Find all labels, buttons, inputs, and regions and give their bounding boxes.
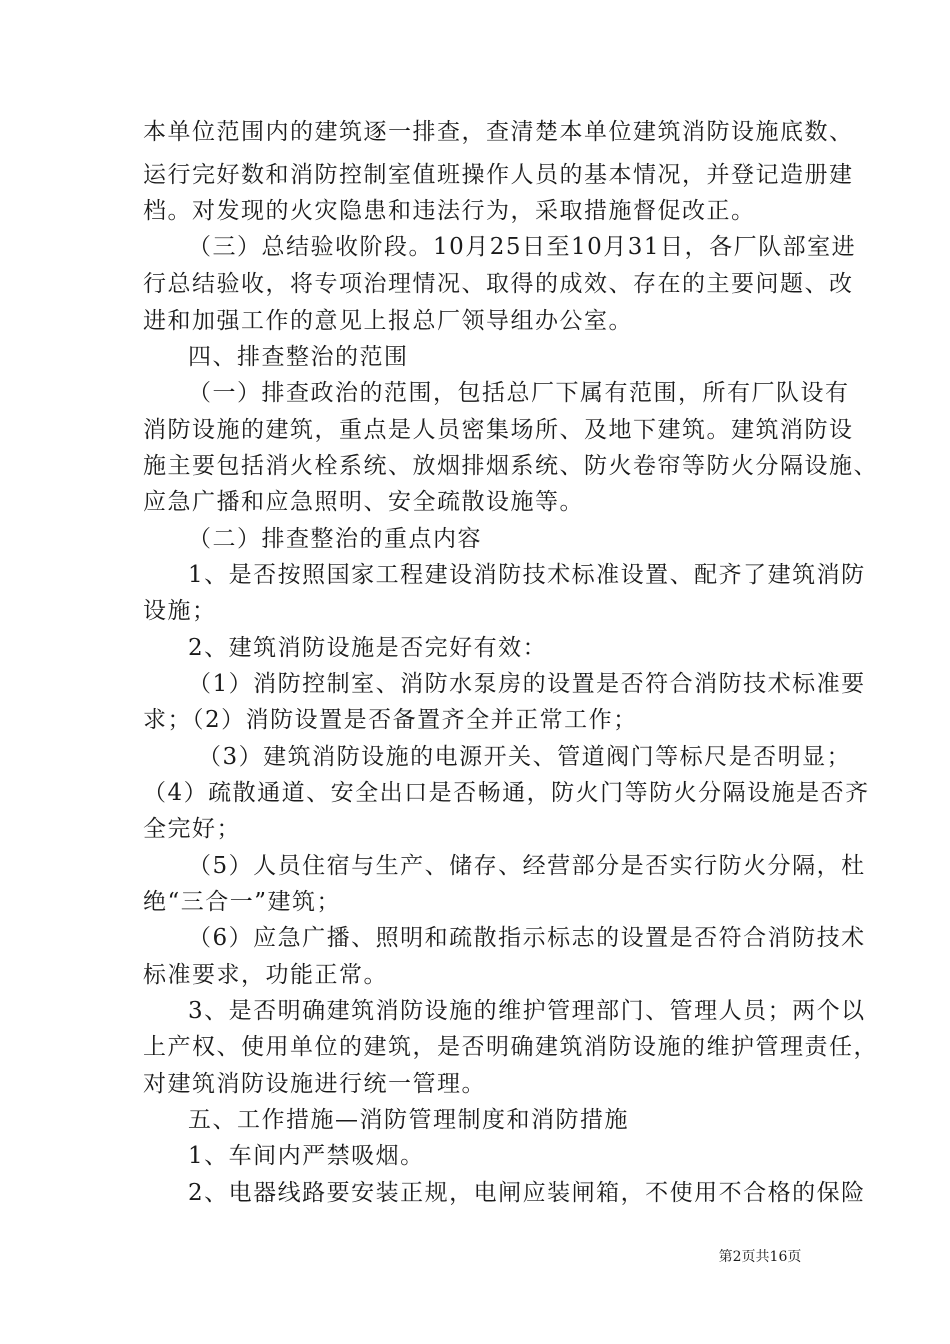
page-number: 第2页共16页 <box>718 1249 802 1265</box>
text-line: 标准要求，功能正常。 <box>143 962 388 988</box>
text-line: 全完好； <box>143 816 241 842</box>
section-heading: 五、工作措施—消防管理制度和消防措施 <box>188 1107 629 1133</box>
text-line: 行总结验收，将专项治理情况、取得的成效、存在的主要问题、改 <box>143 271 854 297</box>
text-line: 运行完好数和消防控制室值班操作人员的基本情况，并登记造册建 <box>143 162 854 188</box>
text-line: 1、车间内严禁吸烟。 <box>188 1143 425 1169</box>
text-line: 对建筑消防设施进行统一管理。 <box>143 1071 486 1097</box>
text-line: 1、是否按照国家工程建设消防技术标准设置、配齐了建筑消防 <box>188 562 866 588</box>
text-line: （5）人员住宿与生产、储存、经营部分是否实行防火分隔，杜 <box>188 853 866 879</box>
text-line: （1）消防控制室、消防水泵房的设置是否符合消防技术标准要 <box>188 671 866 697</box>
text-line: 档。对发现的火灾隐患和违法行为，采取措施督促改正。 <box>143 198 756 224</box>
text-line: 3、是否明确建筑消防设施的维护管理部门、管理人员；两个以 <box>188 998 866 1024</box>
text-line: 设施； <box>143 598 217 624</box>
text-line: 施主要包括消火栓系统、放烟排烟系统、防火卷帘等防火分隔设施、 <box>143 453 878 479</box>
text-line: 绝“三合一”建筑； <box>143 889 342 915</box>
text-line: 2、建筑消防设施是否完好有效： <box>188 635 548 661</box>
text-line: 消防设施的建筑，重点是人员密集场所、及地下建筑。建筑消防设 <box>143 417 854 443</box>
text-line: 应急广播和应急照明、安全疏散设施等。 <box>143 489 584 515</box>
text-line: 上产权、使用单位的建筑，是否明确建筑消防设施的维护管理责任， <box>143 1034 878 1060</box>
section-heading: 四、排查整治的范围 <box>188 344 409 370</box>
text-line: 求；（2）消防设置是否备置齐全并正常工作； <box>143 707 638 733</box>
text-line: 本单位范围内的建筑逐一排查，查清楚本单位建筑消防设施底数、 <box>143 119 854 145</box>
text-line: 进和加强工作的意见上报总厂领导组办公室。 <box>143 308 633 334</box>
text-line: （6）应急广播、照明和疏散指示标志的设置是否符合消防技术 <box>188 925 866 951</box>
text-line: （4）疏散通道、安全出口是否畅通，防火门等防火分隔设施是否齐 <box>143 780 870 806</box>
text-line: （3）建筑消防设施的电源开关、管道阀门等标尺是否明显； <box>198 744 852 770</box>
section-heading: （二）排查整治的重点内容 <box>188 526 482 552</box>
text-line: （三）总结验收阶段。10月25日至10月31日，各厂队部室进 <box>188 234 857 260</box>
text-line: （一）排查政治的范围，包括总厂下属有范围，所有厂队设有 <box>188 380 850 406</box>
text-line: 2、电器线路要安装正规，电闸应装闸箱，不使用不合格的保险 <box>188 1180 866 1206</box>
